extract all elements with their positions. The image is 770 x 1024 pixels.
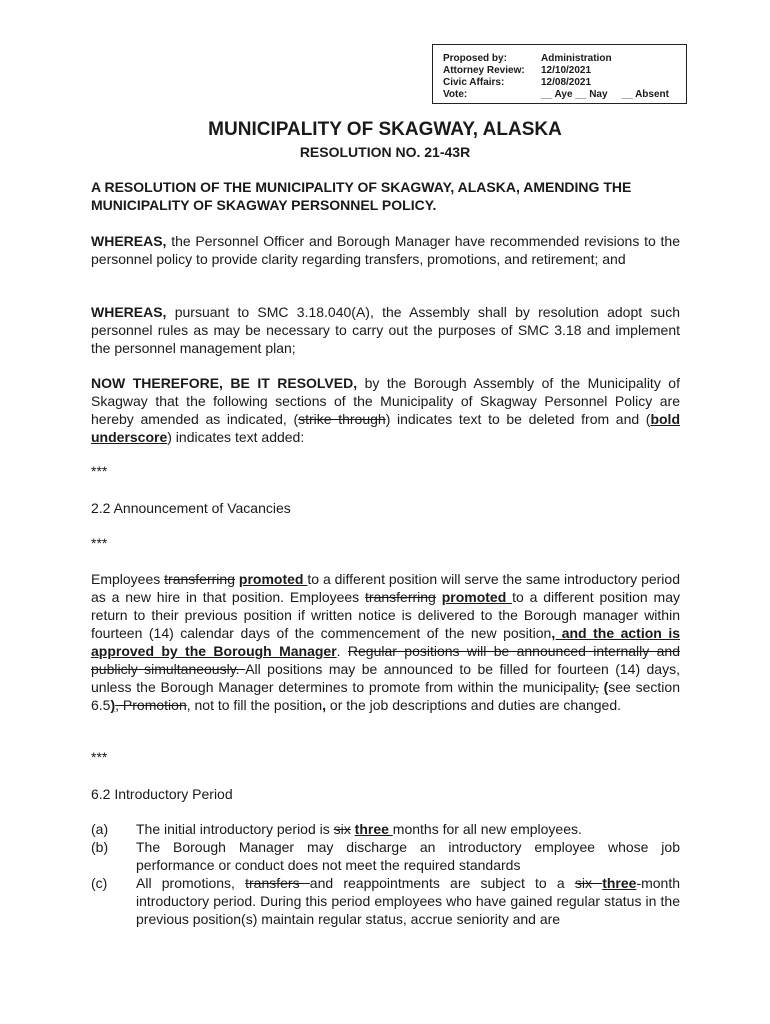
body-text: , not to fill the position: [186, 697, 323, 713]
body-text: -month introductory period. During this period employees who have gained regular status in the previous position(s) maintain regular status, accrue seniority and are: [136, 875, 681, 927]
strike-example: strike through: [298, 411, 386, 427]
list-item-letter: (a): [91, 821, 109, 837]
deleted-text: Regular positions will be announced internally and publicly simultaneously.: [91, 643, 680, 677]
body-text: All positions may be announced to be filled for fourteen (14) days, unless the Borough Manager determines to promote from within the municipality: [91, 661, 680, 695]
proposed-by-label: Proposed by:: [443, 53, 507, 64]
whereas-paragraph-1: [91, 232, 680, 268]
bold-underscore-example: bold underscore: [91, 411, 680, 445]
vote-row: [443, 89, 669, 101]
body-text: or the job descriptions and duties are changed.: [326, 697, 622, 713]
section-2-2-heading: 2.2 Announcement of Vacancies: [91, 500, 291, 516]
deleted-text: ,: [594, 679, 599, 695]
body-text: All promotions,: [136, 875, 246, 891]
body-text: to a different position will serve the same introductory period as a new hire in that position. Employees: [91, 571, 680, 605]
body-text: Employees: [91, 571, 165, 587]
resolved-text: by the Borough Assembly of the Municipality of Skagway that the following sections of the Municipality of Skagway Personnel Policy are hereby amended as indicated, (: [91, 375, 680, 427]
vote-aye: __ Aye: [541, 89, 573, 100]
vote-box: [432, 44, 687, 104]
ellipsis-divider: ***: [91, 463, 108, 479]
attorney-review-label: Attorney Review:: [443, 65, 525, 76]
vote-absent: __ Absent: [621, 89, 669, 100]
resolved-paragraph: [91, 374, 680, 446]
deleted-text: transfers: [245, 875, 310, 891]
list-item-text: The Borough Manager may discharge an introductory employee whose job performance or conduct does not meet the required standards: [136, 839, 680, 873]
deleted-text: six: [333, 821, 351, 837]
section-6-2-heading: 6.2 Introductory Period: [91, 786, 233, 802]
resolution-number: RESOLUTION NO. 21-43R: [299, 144, 471, 160]
civic-affairs-label: Civic Affairs:: [443, 77, 505, 88]
body-text: see section 6.5: [91, 679, 680, 713]
list-item-text: [136, 820, 680, 838]
list-item-letter: (c): [91, 875, 108, 891]
deleted-text: , Promotion: [115, 697, 187, 713]
body-text: months for all new employees.: [392, 821, 582, 837]
list-item-letter: (b): [91, 839, 109, 855]
added-text: three: [602, 875, 637, 891]
deleted-text: six: [574, 875, 603, 891]
document-title: MUNICIPALITY OF SKAGWAY, ALASKA: [208, 119, 562, 140]
body-text: The initial introductory period is: [136, 821, 334, 837]
civic-affairs-row: [443, 77, 591, 89]
ellipsis-divider: ***: [91, 535, 108, 551]
whereas-lead: WHEREAS,: [91, 233, 167, 249]
ellipsis-divider: ***: [91, 749, 108, 765]
section-2-2-body: [91, 570, 680, 714]
added-text: promoted: [441, 589, 513, 605]
list-item-text: [136, 874, 680, 928]
resolved-text: ) indicates text to be deleted from and (: [385, 411, 651, 427]
vote-nay: __ Nay: [575, 89, 608, 100]
added-text: ,: [322, 697, 327, 713]
added-text: , and the action is approved by the Borough Manager: [91, 625, 680, 659]
whereas-text: pursuant to SMC 3.18.040(A), the Assembly shall by resolution adopt such personnel rules as may be necessary to carry out the purposes of SMC 3.18 and implement the personnel management plan;: [91, 304, 680, 356]
proposed-by-value: Administration: [541, 53, 612, 64]
whereas-text: the Personnel Officer and Borough Manager have recommended revisions to the personnel policy to provide clarity regarding transfers, promotions, and retirement; and: [91, 233, 680, 267]
proposed-by-row: [443, 53, 612, 65]
deleted-text: transferring: [365, 589, 436, 605]
resolved-text: ) indicates text added:: [167, 429, 305, 445]
resolution-title: A RESOLUTION OF THE MUNICIPALITY OF SKAGWAY, ALASKA, AMENDING THE MUNICIPALITY OF SKAGWAY PERSONNEL POLICY.: [91, 179, 632, 213]
body-text: to a different position may return to their previous position if written notice is delivered to the Borough manager within fourteen (14) calendar days of the commencement of the new position: [91, 589, 680, 641]
added-text: ): [110, 697, 116, 713]
added-text: promoted: [238, 571, 308, 587]
civic-affairs-value: 12/08/2021: [541, 77, 592, 88]
attorney-review-value: 12/10/2021: [541, 65, 592, 76]
whereas-lead: WHEREAS,: [91, 304, 167, 320]
attorney-review-row: [443, 65, 591, 77]
deleted-text: transferring: [164, 571, 235, 587]
vote-label: Vote:: [443, 89, 468, 100]
body-text: and reappointments are subject to a: [309, 875, 575, 891]
whereas-paragraph-2: [91, 303, 680, 357]
body-text: .: [336, 643, 348, 659]
added-text: (: [603, 679, 609, 695]
resolved-lead: NOW THEREFORE, BE IT RESOLVED,: [91, 375, 358, 391]
added-text: three: [354, 821, 393, 837]
